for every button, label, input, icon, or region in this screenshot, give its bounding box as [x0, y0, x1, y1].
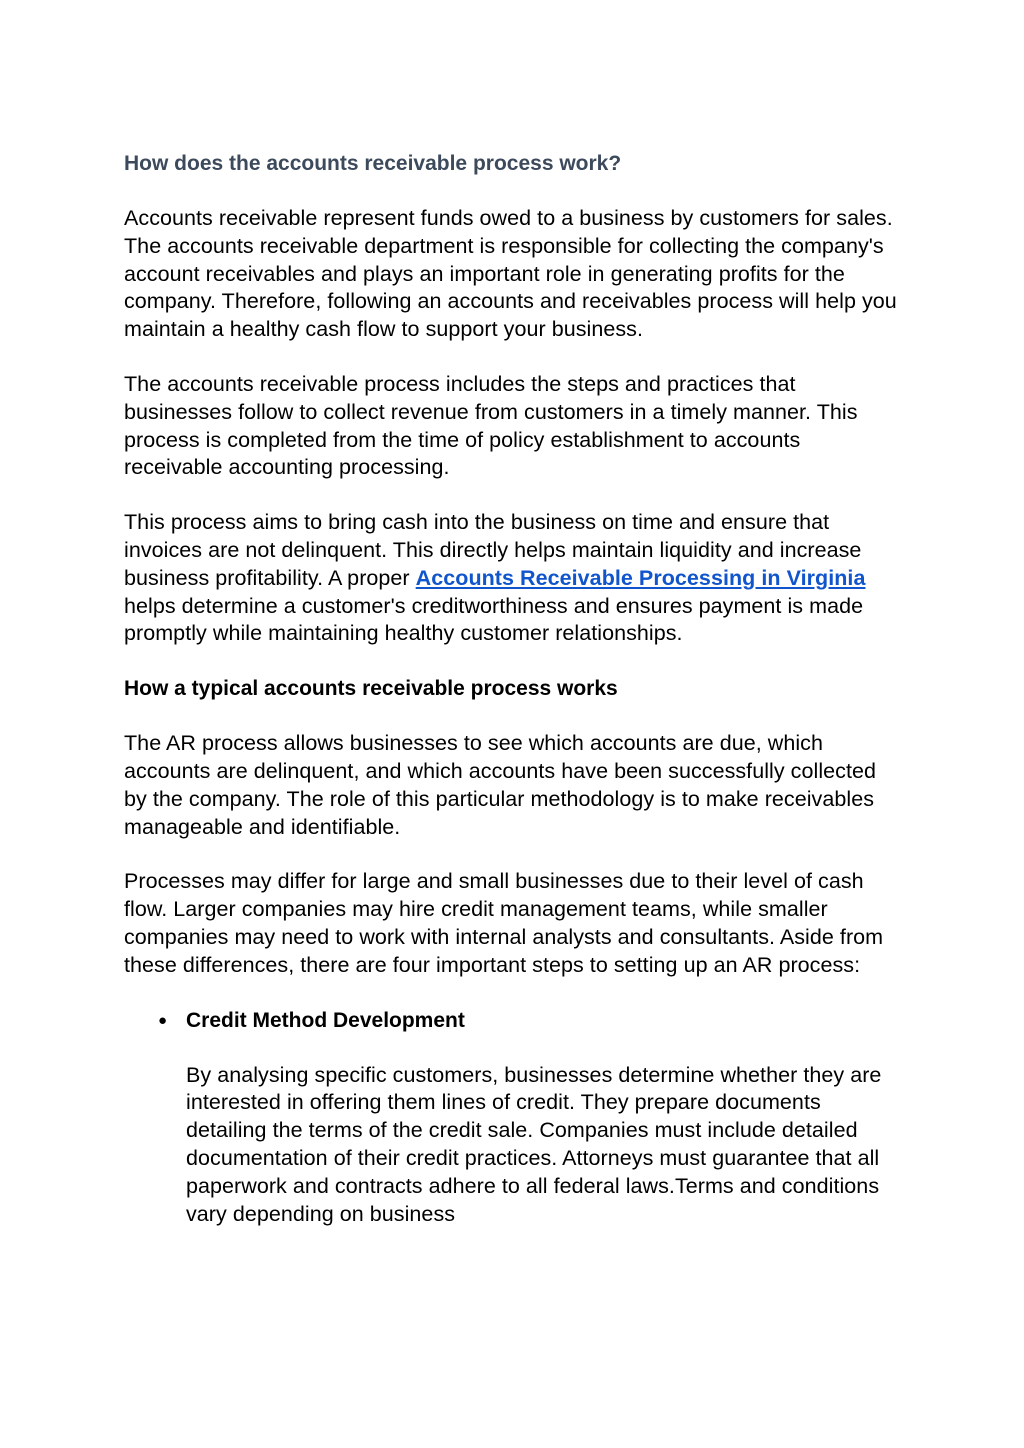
list-item-body: By analysing specific customers, businesses determine whether they are interested in offering them lines of credit. They prepare documents detailing the terms of the credit sale. Companies must include detailed documentation of their credit practices. Attorneys must guarantee that all paperwork and contracts adhere to all federal laws.Terms and conditions vary depending on business [186, 1062, 882, 1226]
document-page [124, 147, 904, 1228]
steps-list [124, 1007, 904, 1229]
paragraph-ar-definition: Accounts receivable represent funds owed to a business by customers for sales. The accounts receivable department is responsible for collecting the company's account receivables and plays an important role in generating profits for the company. Therefore, following an accounts and receivables process will help you maintain a healthy cash flow to support your business. [124, 206, 897, 342]
paragraph-ar-differences: Processes may differ for large and small businesses due to their level of cash flow. Larger companies may hire credit management teams, while smaller companies may need to work with internal analysts and consultants. Aside from these differences, there are four important steps to setting up an AR process: [124, 869, 884, 977]
paragraph-text: helps determine a customer's creditworthiness and ensures payment is made promptly while maintaining healthy customer relationships. [124, 593, 864, 646]
page-title: How does the accounts receivable process work? [124, 152, 622, 175]
section-heading: How a typical accounts receivable process works [124, 677, 618, 701]
ar-processing-virginia-link[interactable]: Accounts Receivable Processing in Virginia [415, 565, 866, 590]
list-item-title: Credit Method Development [186, 1008, 465, 1032]
bullet-icon: ● [158, 1011, 168, 1029]
paragraph-ar-overview: The AR process allows businesses to see which accounts are due, which accounts are delinquent, and which accounts have been successfully collected by the company. The role of this particular methodology is to make receivables manageable and identifiable. [124, 731, 876, 839]
paragraph-ar-aims [124, 509, 904, 648]
paragraph-text: This process aims to bring cash into the business on time and ensure that invoices are not delinquent. This directly helps maintain liquidity and increase business profitability. A proper [124, 510, 862, 590]
paragraph-ar-process: The accounts receivable process includes the steps and practices that businesses follow to collect revenue from customers in a timely manner. This process is completed from the time of policy establishment to accounts receivable accounting processing. [124, 371, 858, 480]
list-item [124, 1007, 904, 1229]
